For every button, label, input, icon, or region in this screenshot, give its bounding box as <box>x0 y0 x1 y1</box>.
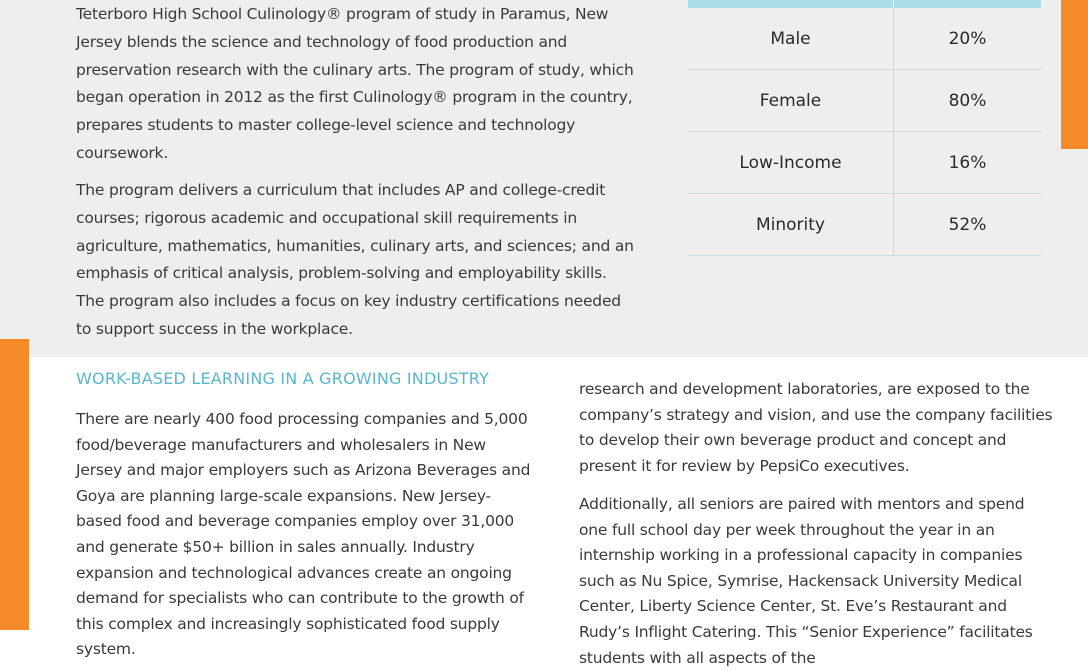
stat-label: Female <box>688 70 894 132</box>
table-row <box>688 70 1041 132</box>
table-row <box>688 8 1041 70</box>
section-heading: WORK-BASED LEARNING IN A GROWING INDUSTRY <box>76 369 489 388</box>
table-header-cell <box>688 0 894 8</box>
stat-value: 52% <box>894 194 1042 256</box>
demographics-table <box>688 0 1041 256</box>
stat-value: 16% <box>894 132 1042 194</box>
intro-paragraph-2: The program delivers a curriculum that includes AP and college-credit courses; rigorous academic and occupational skill requirements in agriculture, mathematics, humanities, culinary arts, and sciences; and an emphasis of critical analysis, problem-solving and employability skills. The program also includes a focus on key industry certifications needed to support success in the workplace. <box>76 181 634 338</box>
accent-bar-right <box>1061 0 1088 149</box>
stat-label: Male <box>688 8 894 70</box>
table-row <box>688 194 1041 256</box>
stat-label: Minority <box>688 194 894 256</box>
table-header-cell <box>894 0 1042 8</box>
left-column-paragraph: There are nearly 400 food processing companies and 5,000 food/beverage manufacturers and wholesalers in New Jersey and major employers such as Arizona Beverages and Goya are planning large-scale expansions. New Jersey-based food and beverage companies employ over 31,000 and generate $50+ billion in sales annually. Industry expansion and technological advances create an ongoing demand for specialists who can contribute to the growth of this complex and increasingly sophisticated food supply system. <box>76 410 531 659</box>
table-header-row <box>688 0 1041 8</box>
stat-label: Low-Income <box>688 132 894 194</box>
stat-value: 80% <box>894 70 1042 132</box>
table-row <box>688 132 1041 194</box>
right-column-paragraph-2: Additionally, all seniors are paired with mentors and spend one full school day per week throughout the year in an internship working in a professional capacity in companies such as Nu Spice, Symrise, Hackensack University Medical Center, Liberty Science Center, St. Eve’s Restaurant and Rudy’s Inflight Catering. This “Senior Experience” facilitates students with all aspects of the <box>579 495 1033 667</box>
stat-value: 20% <box>894 8 1042 70</box>
accent-bar-left <box>0 339 29 630</box>
right-column-paragraph-1: research and development laboratories, are exposed to the company’s strategy and vision, and use the company facilities to develop their own beverage product and concept and present it for review by PepsiCo executives. <box>579 380 1053 475</box>
intro-paragraph-1: Teterboro High School Culinology® program of study in Paramus, New Jersey blends the science and technology of food production and preservation research with the culinary arts. The program of study, which began operation in 2012 as the first Culinology® program in the country, prepares students to master college-level science and technology coursework. <box>76 5 634 162</box>
